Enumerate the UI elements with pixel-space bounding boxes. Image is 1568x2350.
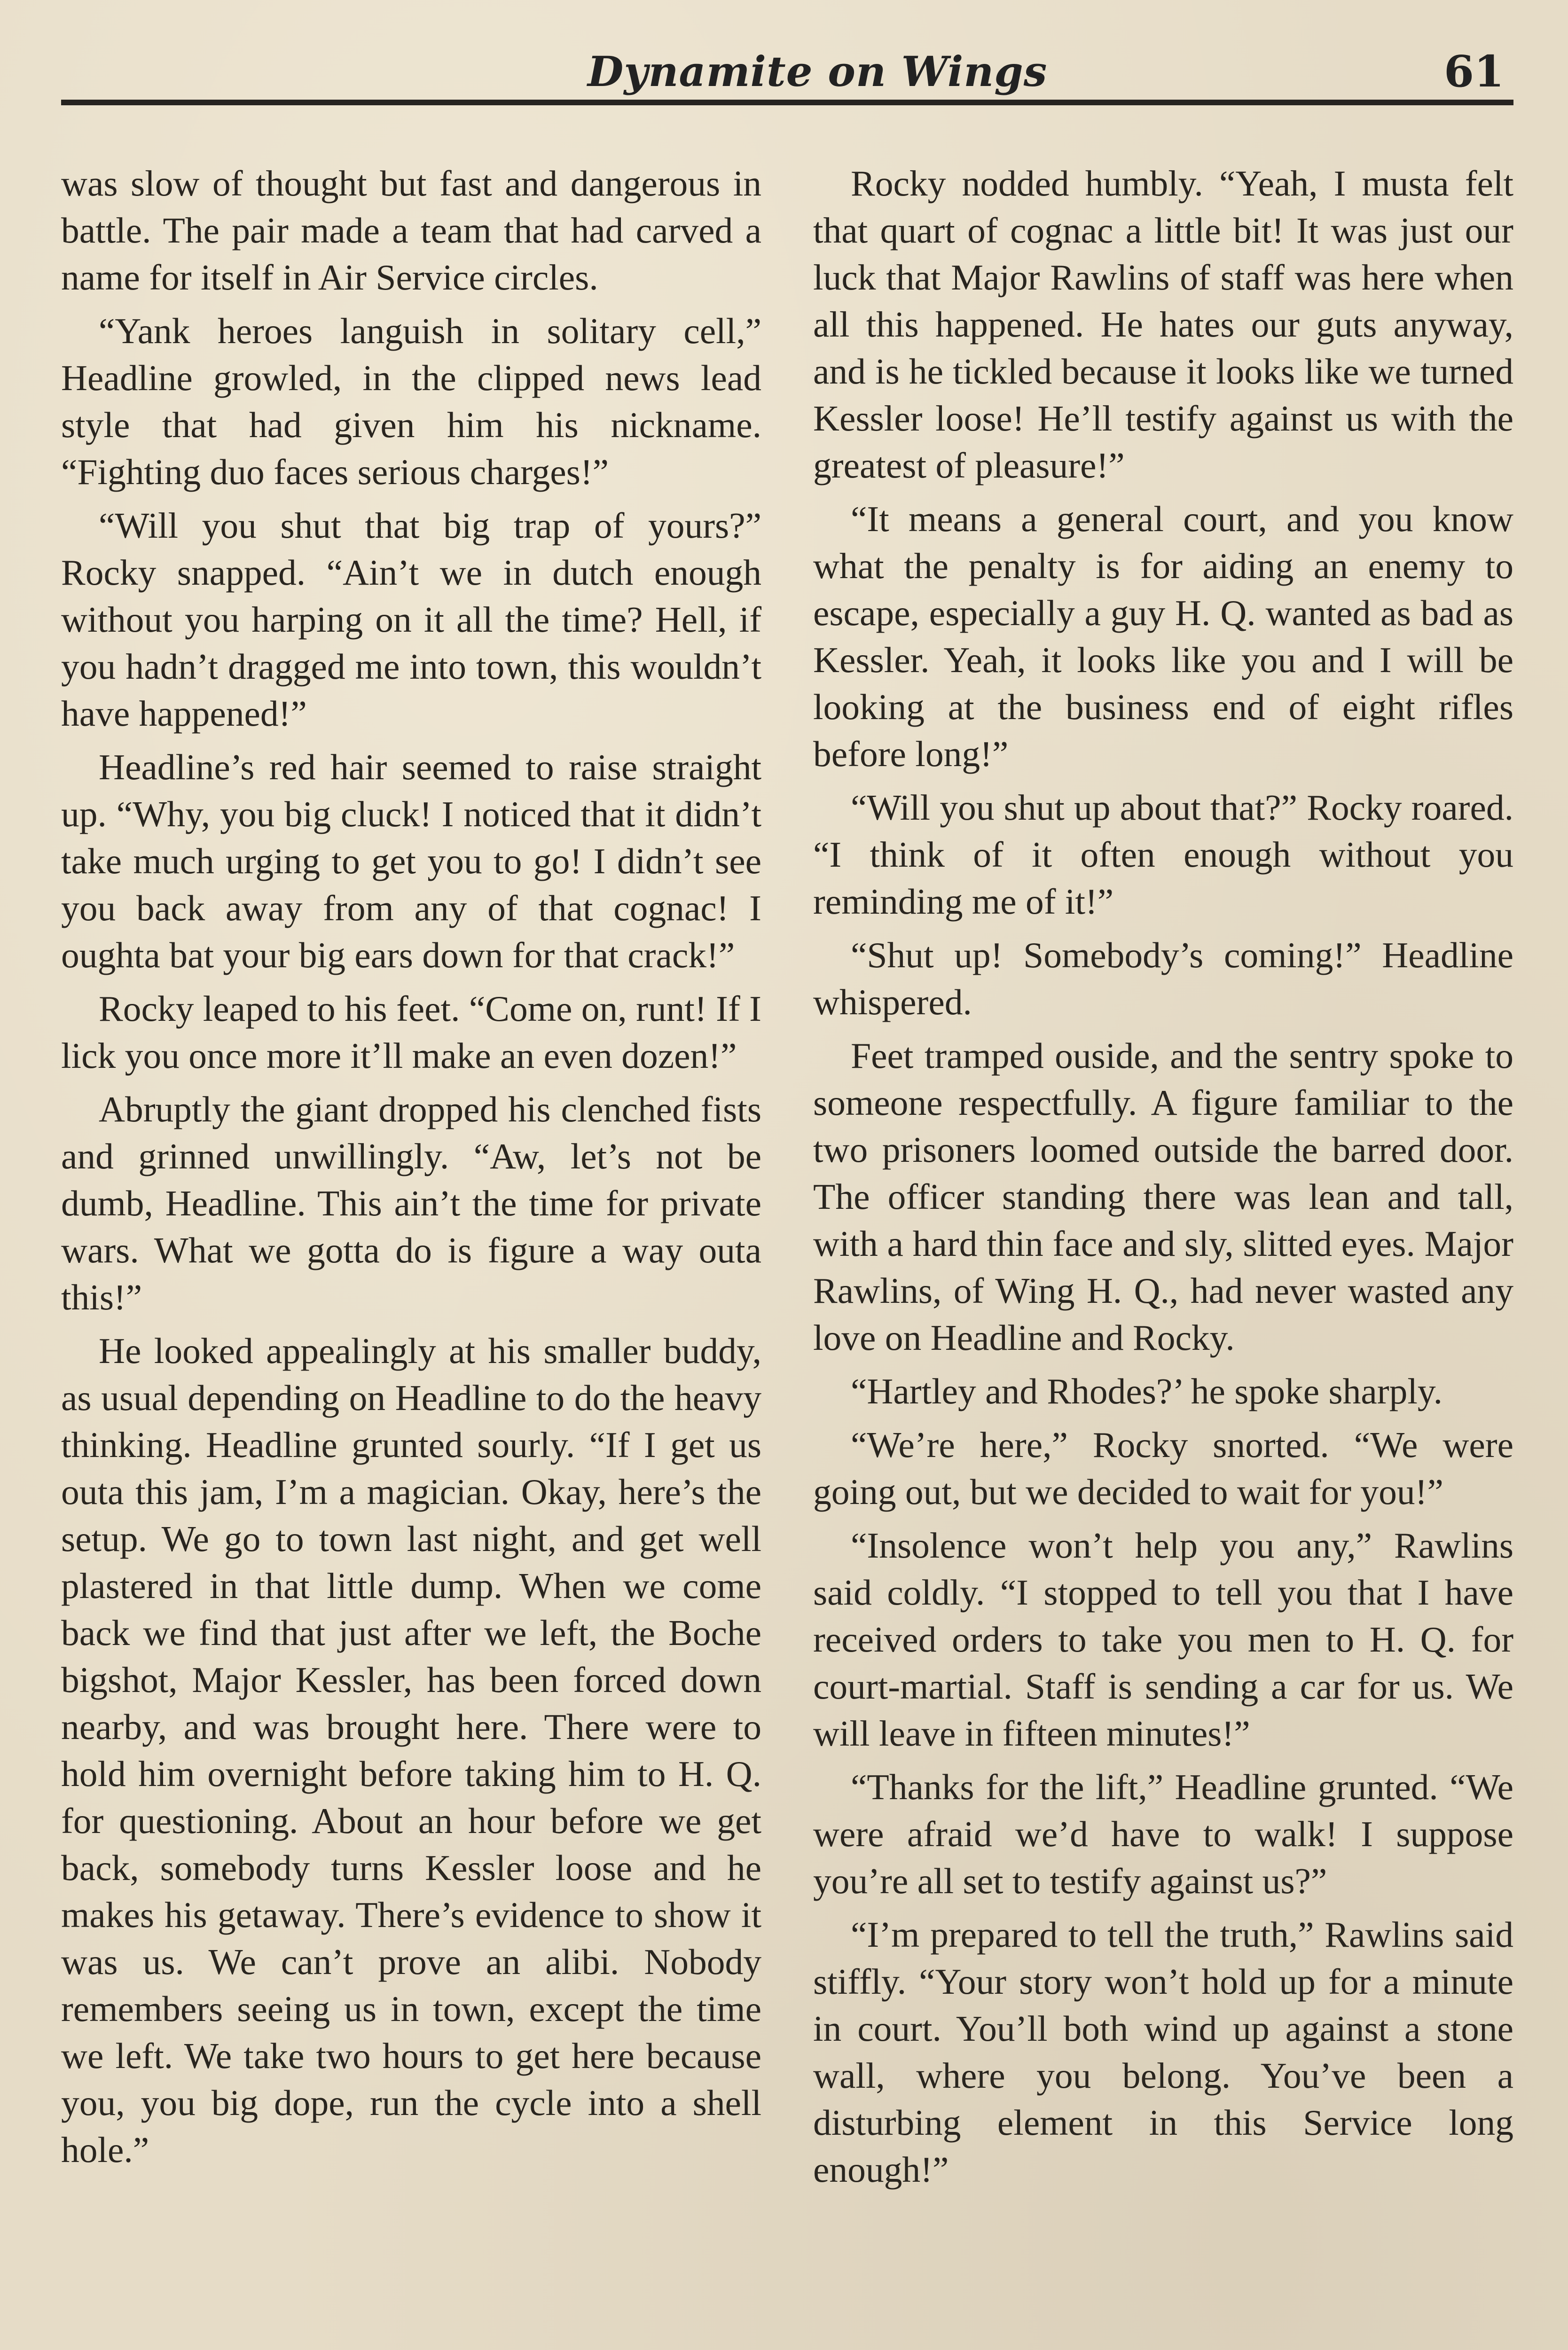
paragraph: Feet tramped ouside, and the sentry spoke to someone respectfully. A figure familiar to the two prisoners loomed outside the barred door. The officer standing there was lean and tall, with a hard thin face and sly, slitted eyes. Major Rawlins, of Wing H. Q., had never wasted any love on Headline and Rocky. [813, 1035, 1513, 1358]
paragraph: “Yank heroes languish in solitary cell,” Headline growled, in the clipped news lead style that had given him his nickname. “Fighting duo faces serious charges!” [61, 311, 761, 492]
paragraph: Rocky nodded humbly. “Yeah, I musta felt that quart of cognac a little bit! It was just our luck that Major Rawlins of staff was here when all this happened. He hates our guts anyway, and is he tickled because it looks like we turned Kessler loose! He’ll testify against us with the greatest of pleasure!” [813, 163, 1513, 486]
paragraph: “I’m prepared to tell the truth,” Rawlins said stiffly. “Your story won’t hold up for a minute in court. You’ll both wind up against a stone wall, where you belong. You’ve been a disturbing element in this Service long enough!” [813, 1914, 1513, 2190]
text-column-right [813, 160, 1513, 2200]
paragraph: “Shut up! Somebody’s coming!” Headline whispered. [813, 935, 1513, 1022]
paragraph: Rocky leaped to his feet. “Come on, runt! If I lick you once more it’ll make an even dozen!” [61, 988, 761, 1076]
paragraph: He looked appealingly at his smaller buddy, as usual depending on Headline to do the heavy thinking. Headline grunted sourly. “If I get us outa this jam, I’m a magician. Okay, here’s the setup. We go to town last night, and get well plastered in that little dump. When we come back we find that just after we left, the Boche bigshot, Major Kessler, has been forced down nearby, and was brought here. There were to hold him overnight before taking him to H. Q. for questioning. About an hour before we get back, somebody turns Kessler loose and he makes his getaway. There’s evidence to show it was us. We can’t prove an alibi. Nobody remembers seeing us in town, except the time we left. We take two hours to get here because you, you big dope, run the cycle into a shell hole.” [61, 1331, 761, 2170]
paragraph: was slow of thought but fast and dangerous in battle. The pair made a team that had carved a name for itself in Air Service circles. [61, 163, 761, 298]
page-number: 61 [1443, 46, 1504, 97]
paragraph: “Will you shut that big trap of yours?” Rocky snapped. “Ain’t we in dutch enough without you harping on it all the time? Hell, if you hadn’t dragged me into town, this wouldn’t have happened!” [61, 505, 761, 734]
running-title: Dynamite on Wings [588, 47, 1048, 96]
paragraph: “Hartley and Rhodes?’ he spoke sharply. [851, 1371, 1443, 1411]
paragraph: Headline’s red hair seemed to raise straight up. “Why, you big cluck! I noticed that it didn’t take much urging to get you to go! I didn’t see you back away from any of that cognac! I oughta bat your big ears down for that crack!” [61, 747, 761, 975]
paragraph: “It means a general court, and you know what the penalty is for aiding an enemy to escape, especially a guy H. Q. wanted as bad as Kessler. Yeah, it looks like you and I will be looking at the business end of eight rifles before long!” [813, 499, 1513, 774]
paragraph: “Will you shut up about that?” Rocky roared. “I think of it often enough without you reminding me of it!” [813, 787, 1513, 922]
paragraph: “Insolence won’t help you any,” Rawlins said coldly. “I stopped to tell you that I have received orders to take you men to H. Q. for court-martial. Staff is sending a car for us. We will leave in fifteen minutes!” [813, 1525, 1513, 1754]
running-header [61, 42, 1513, 113]
paragraph: Abruptly the giant dropped his clenched fists and grinned unwillingly. “Aw, let’s not be dumb, Headline. This ain’t the time for private wars. What we gotta do is figure a way outa this!” [61, 1089, 761, 1317]
paragraph: “We’re here,” Rocky snorted. “We were going out, but we decided to wait for you!” [813, 1425, 1513, 1512]
text-column-left [61, 160, 761, 2180]
header-rule [61, 100, 1513, 105]
paragraph: “Thanks for the lift,” Headline grunted. “We were afraid we’d have to walk! I suppose you’re all set to testify against us?” [813, 1767, 1513, 1901]
